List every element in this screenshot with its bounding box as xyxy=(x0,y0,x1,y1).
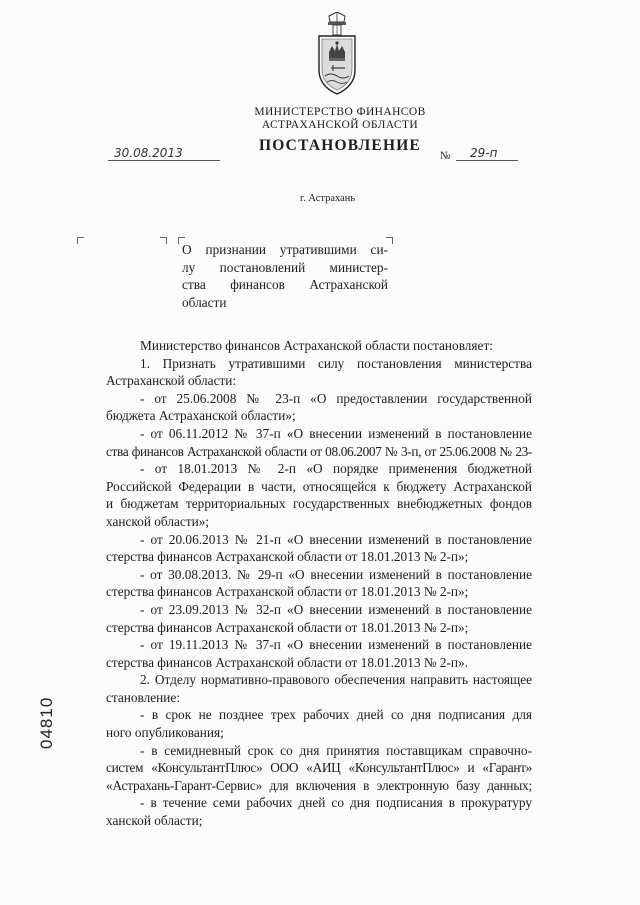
body-line: - от 20.06.2013 № 21-п «О внесении изменений в постановление xyxy=(140,531,532,547)
body-line: - от 18.01.2013 № 2-п «О порядке применения бюджетной xyxy=(140,461,532,477)
astrakhan-coat-of-arms-icon xyxy=(311,12,363,98)
body-line: Российской Федерации в части, относящейся к бюджету Астраханской xyxy=(106,478,532,494)
date-underline xyxy=(108,160,220,161)
document-type-title: ПОСТАНОВЛЕНИЕ xyxy=(258,137,422,154)
side-registration-code: 04810 xyxy=(37,696,56,749)
body-line: ханской области; xyxy=(106,813,203,829)
body-line: систем «КонсультантПлюс» ООО «АИЦ «КонсультантПлюс» и «Гарант» xyxy=(106,760,532,776)
body-line: ного опубликования; xyxy=(106,725,224,741)
body-line: - от 25.06.2008 № 23-п «О предоставлении государственной xyxy=(140,390,532,406)
heading-line: ства финансов Астраханской xyxy=(182,277,388,293)
body-line: Астраханской области: xyxy=(106,373,237,389)
document-date: 30.08.2013 xyxy=(114,146,183,160)
ministry-name-line2: АСТРАХАНСКОЙ ОБЛАСТИ xyxy=(261,119,419,131)
body-line: - от 23.09.2013 № 32-п «О внесении изменений в постановление xyxy=(140,601,532,617)
body-line: стерства финансов Астраханской области от 18.01.2013 № 2-п»; xyxy=(106,549,469,565)
body-line: - в течение семи рабочих дней со дня подписания в прокуратуру xyxy=(140,795,532,811)
body-line: ханской области»; xyxy=(106,513,210,529)
body-line: стерства финансов Астраханской области от 18.01.2013 № 2-п»; xyxy=(106,584,469,600)
ministry-name-line1: МИНИСТЕРСТВО ФИНАНСОВ xyxy=(254,106,426,118)
body-line: ства финансов Астраханской области от 08.06.2007 № 3-п, от 25.06.2008 № 23- xyxy=(106,443,532,459)
bracket-corner-top-right xyxy=(160,237,167,244)
body-line: - в семидневный срок со дня принятия поставщикам справочно- xyxy=(140,742,532,758)
document-heading xyxy=(182,241,388,311)
body-line: Министерство финансов Астраханской области постановляет: xyxy=(140,338,493,353)
number-underline xyxy=(456,160,518,161)
body-line: 2. Отделу нормативно-правового обеспечения направить настоящее xyxy=(140,672,532,688)
body-line: и бюджетам территориальных государственных внебюджетных фондов xyxy=(106,496,532,512)
document-number: 29-п xyxy=(470,146,498,160)
body-line: 1. Признать утратившими силу постановления министерства xyxy=(140,355,532,371)
body-line: «Астрахань-Гарант-Сервис» для включения в электронную базу данных; xyxy=(106,777,532,793)
document-body xyxy=(106,337,532,830)
body-line: бюджета Астраханской области»; xyxy=(106,408,296,424)
body-line: - от 30.08.2013. № 29-п «О внесении изменений в постановление xyxy=(140,566,532,582)
bracket-corner-top-left xyxy=(77,237,84,244)
number-sign: № xyxy=(440,150,451,162)
city-name: г. Астрахань xyxy=(300,193,356,204)
body-line: - от 06.11.2012 № 37-п «О внесении изменений в постановление xyxy=(140,425,532,441)
body-line: стерства финансов Астраханской области от 18.01.2013 № 2-п»; xyxy=(106,619,469,635)
heading-line: области xyxy=(182,294,227,310)
body-line: - от 19.11.2013 № 37-п «О внесении изменений в постановление xyxy=(140,637,532,653)
body-line: - в срок не позднее трех рабочих дней со дня подписания для xyxy=(140,707,532,723)
body-line: стерства финансов Астраханской области от 18.01.2013 № 2-п». xyxy=(106,654,469,670)
heading-line: О признании утратившими си- xyxy=(182,242,388,257)
body-line: становление: xyxy=(106,689,181,705)
heading-line: лу постановлений министер- xyxy=(182,259,388,275)
